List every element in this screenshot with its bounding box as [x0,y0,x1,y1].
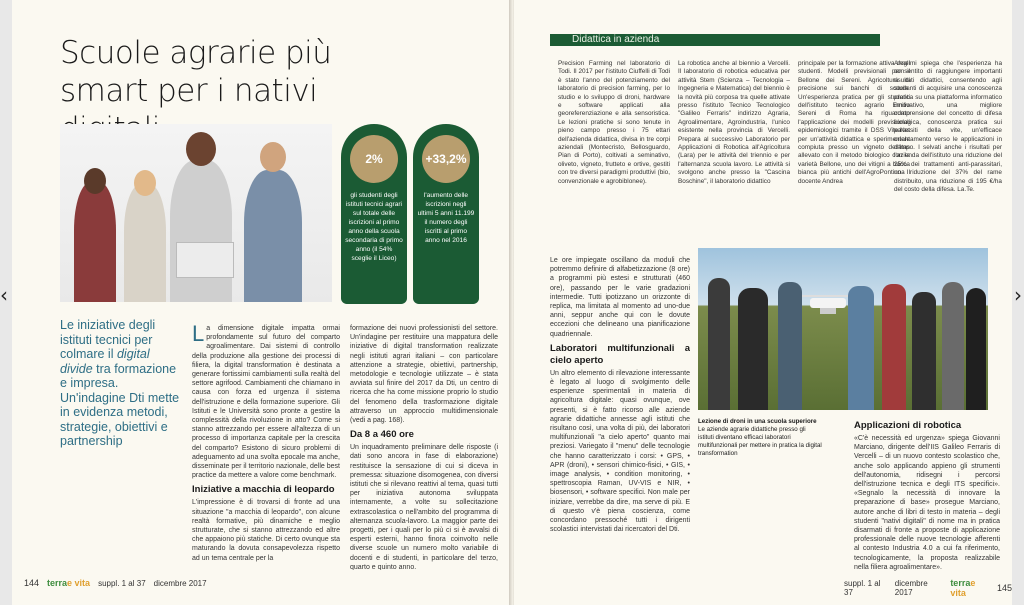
page-number: 145 [996,583,1012,593]
stat-card [341,124,407,304]
sidebar-column-1: Precision Farming nel laboratorio di Todi. Il 2017 per l'istituto Ciuffelli di Todi è stato l'anno del potenziamento del laboratorio di precision farming, per lo studio e lo sviluppo di droni, hardware e software applicati alla georeferenziazione e alla sensoristica. Le lezioni pratiche si sono tenute in pieno campo presso i 75 ettari dell'azienda didattica, divisa in tre corpi aziendali (Montecristo, Bellosguardo, Pian di Porto), coltivati a seminativo, oliveto, vigneto, frutteto e ortive, gestiti con tre diversi paradigmi produttivi (bio, convenzionale e agrobiblonee). [558,60,670,185]
sidebar-column-2: La robotica anche al biennio a Vercelli. Il laboratorio di robotica educativa per attività Stem (Scienza – Tecnologia – Ingegneria e Matematica) del biennio è la novità più corposa tra quelle attivate presso l'istituto Tecnico Tecnologico "Galileo Ferraris" indirizzo Agraria, Agroalimentare, Agroindustria, l'unico esistente nella provincia di Vercelli. Prepara al successivo Laboratorio per Applicazioni di Robotica all'Agricoltura (Lara) per le attività del triennio e per l'alternanza scuola lavoro. Le attività si svolgono anche presso la "Cascina Boschine", il laboratorio didattico [678,60,790,185]
magazine-logo: terrae vita [950,578,976,598]
subheading: Applicazioni di robotica [854,420,962,431]
sidebar-column-4: Anselmi spiega che l'esperienza ha consentito di raggiungere importanti risultati didattici, consentendo agli studenti di acquisire una conoscenza pratica su una piattaforma informatico innovativo, una migliore comprensione del concetto di difesa biologica, conoscenza pratica sui parassiti della vite, un'efficace orientamento verso le applicazioni in campo. I selvati anche i risultati per l'azienda dell'istituto una riduzione del 25% dei trattamenti anti-parassitari, una riduzione del 37% del rame distribuito, una riduzione di 195 €/ha del costo della difesa. La.Te. [894,60,1002,194]
photo-caption: Lezione di droni in una scuola superiore Le aziende agrarie didattiche presso gli istituti diventano efficaci laboratori multifunzionali per mettere in pratica la digital transformation [698,418,822,457]
stat-value: 2% [350,135,398,183]
right-folio [844,578,1012,598]
next-page-arrow-icon[interactable]: › [1014,283,1022,307]
issue-label: suppl. 1 al 37 [844,579,881,597]
subheading: Iniziative a macchia di leopardo [192,484,335,496]
stat-value: +33,2% [422,135,470,183]
students-photo [60,124,332,302]
drone-lesson-photo [698,248,988,410]
issue-date: dicembre 2017 [153,578,207,588]
issue-label: suppl. 1 al 37 [98,578,146,588]
body-column-2: formazione dei nuovi professionisti del settore. Un'indagine per restituire una mappatura delle iniziative di digital transformation realizzate negli istituti agrari italiani – con particolare attenzione a strategie, obiettivi, partnership, metodologie e tecnologie utilizzate – è stata avviata sul finire del 2017 da Dti, un centro di ricerca che ha come missione proprio lo studio del fenomeno della trasformazione digitale attraverso un approccio multidimensionale (vedi a pag. 168). Da 8 a 460 ore Un inquadramento preliminare delle risposte (i dati sono ancora in fase di elaborazione) restituisce la sensazione di cui si diceva in premessa: situazione disomogenea, con diversi istituti che si rilevano reattivi al tema, quasi tutti per iniziativa autonoma sviluppata internamente, a volte su sollecitazione extrascolastica o nell'ambito del programma di alternanza scuola-lavoro. La maggior parte dei progetti, per i quali per lo più ci si è avvalsi di esperti esterni, hanno finora coinvolto nelle diverse scuole un numero molto variabile di docenti e di studenti, in particolare del terzo, quarto e quinto anno. [350,325,498,570]
stat-description: gli studenti degli istituti tecnici agrari sul totale delle iscrizioni al primo anno della scuola secondaria di primo anno (il 54% sceglie il Liceo) [345,192,403,262]
magazine-logo: terrae vita [47,578,91,588]
drop-cap: L [192,324,205,346]
page-number: 144 [24,578,40,588]
section-label: Didattica in azienda [550,34,880,46]
previous-page-arrow-icon[interactable]: ‹ [0,283,8,307]
article-lead: Le iniziative degli istituti tecnici per colmare il digital divide tra formazione e impresa. Un'indagine Dti mette in evidenza metodi, strategie, obiettivi e partnership [60,318,180,448]
subheading: Da 8 a 460 ore [350,429,414,441]
stat-card [413,124,479,304]
left-folio [24,578,207,588]
headline: Scuole agrarie più smart per i nativi [60,35,332,109]
right-page [514,0,1012,605]
issue-date: dicembre 2017 [894,579,928,597]
left-page [12,0,510,605]
subheading: Laboratori multifunzionali a cielo aperto [550,342,690,366]
sidebar-column-3: principale per la formazione attiva degli studenti. Modelli previsionali per il Bellone dei Sereni. Agricoltura di precisione sui banchi di scuola. Un'esperienza pratica per gli studenti dell'istituto tecnico agrario Emilio Sereni di Roma ha riguardato l'applicazione dei modelli previsionali epidemiologici tramite il DSS Vite.Net per un'attività didattica e sperimentale compiuta presso un vigneto dell'Itas allevato con il metodo biologico con la varietà Bellone, uno dei vitigni a bacca bianca più antichi dell'AgroPontino. Il docente Andrea [798,60,910,185]
stat-description: l'aumento delle iscrizioni negli ultimi 5 anni 11.199 il numero degli iscritti al primo anno nel 2016 [417,192,475,244]
body-column-3: Le ore impiegate oscillano da moduli che potremmo definire di alfabetizzazione (8 ore) a programmi più estesi e strutturati (460 ore), passando per le varie gradazioni intermedie. Tutti ipotizzano un orizzonte di replica, ma limitata al momento ad uno-due anni, seppur anche qui con le dovute eccezioni che delineano una pianificazione quadriennale. Laboratori multifunzionali a cielo aperto Un altro elemento di rilevazione interessante è legato al luogo di svolgimento delle esperienze sperimentali in materia di agricoltura digitale: quasi ovunque, ove presenti, si è fatto ricorso alle aziende agrarie didattiche annesse agli istituti che risultano così, una volta di più, dei laboratori multifunzionali "a cielo aperto" quanto mai preziosi. Variegato il "menu" delle tecnologie che hanno caratterizzato i corsi: • GPS, • APR (droni), • sensori chimico-fisici, • GIS, • image analysis, • condition monitoring, • spettroscopia Raman, UV-VIS e NIR, • biosensori, • software specifici. Non male per iniziare, verrebbe da dire, ma serve di più. E di questo v'è piena coscienza, come concordano pressoché tutti i dirigenti scolastici intervistati dai ricercatori del Dti. [550,257,690,534]
body-column-1: La dimensione digitale impatta ormai profondamente sul futuro del comparto agroalimentare. Dai sistemi di controllo della produzione alla gestione dei processi di filiera, la digital transformation è destinata a generare fortissimi cambiamenti sulla realtà del settore agrifood. Cambiamenti che chiamano in causa con forza ed urgenza il sistema dell'istruzione e della formazione superiore. Gli Istituti e le Università sono pronte a gestire la complessità della rivoluzione in atto? Come si stanno attrezzando per essere all'altezza di un processo di importanza capitale per la crescita del comparto? Esistono di sicuro problemi di adeguamento ad una svolta epocale ma anche, disseminate per il territorio nazionale, delle best practice da mettere a valore come benchmark. Iniziative a macchia di leopardo L'impressione è di trovarsi di fronte ad una situazione "a macchia di leopardo", con alcune realtà formative, più dinamiche e meglio strutturate, che si stanno attrezzando ed altre che appaiono più statiche. Di certo ovunque sta maturando la dovuta consapevolezza rispetto ad un tema centrale per la [192,324,340,562]
body-column-4: Applicazioni di robotica «C'è necessità ed urgenza» spiega Giovanni Marciano, dirigente dell'IIS Galileo Ferraris di Vercelli – di un nuovo contesto scolastico che, anche solo applicando appieno gli strumenti dell'autonomia, ridisegni i percorsi dell'istruzione tecnica e degli ITS specifici». «Segnalo la necessità di innovare la preparazione di base» prosegue Marciano, autore anche di libri di testo in materia – degli studenti "nativi digitali" di nome ma in pratica disarmati di fronte a proposte di applicazione professionale delle nuove tecnologie afferenti al contesto Industria 4.0 a cui fa riferimento, tecnologicamente, la proposta realizzabile nella filiera agroalimentare». [854,420,1000,571]
